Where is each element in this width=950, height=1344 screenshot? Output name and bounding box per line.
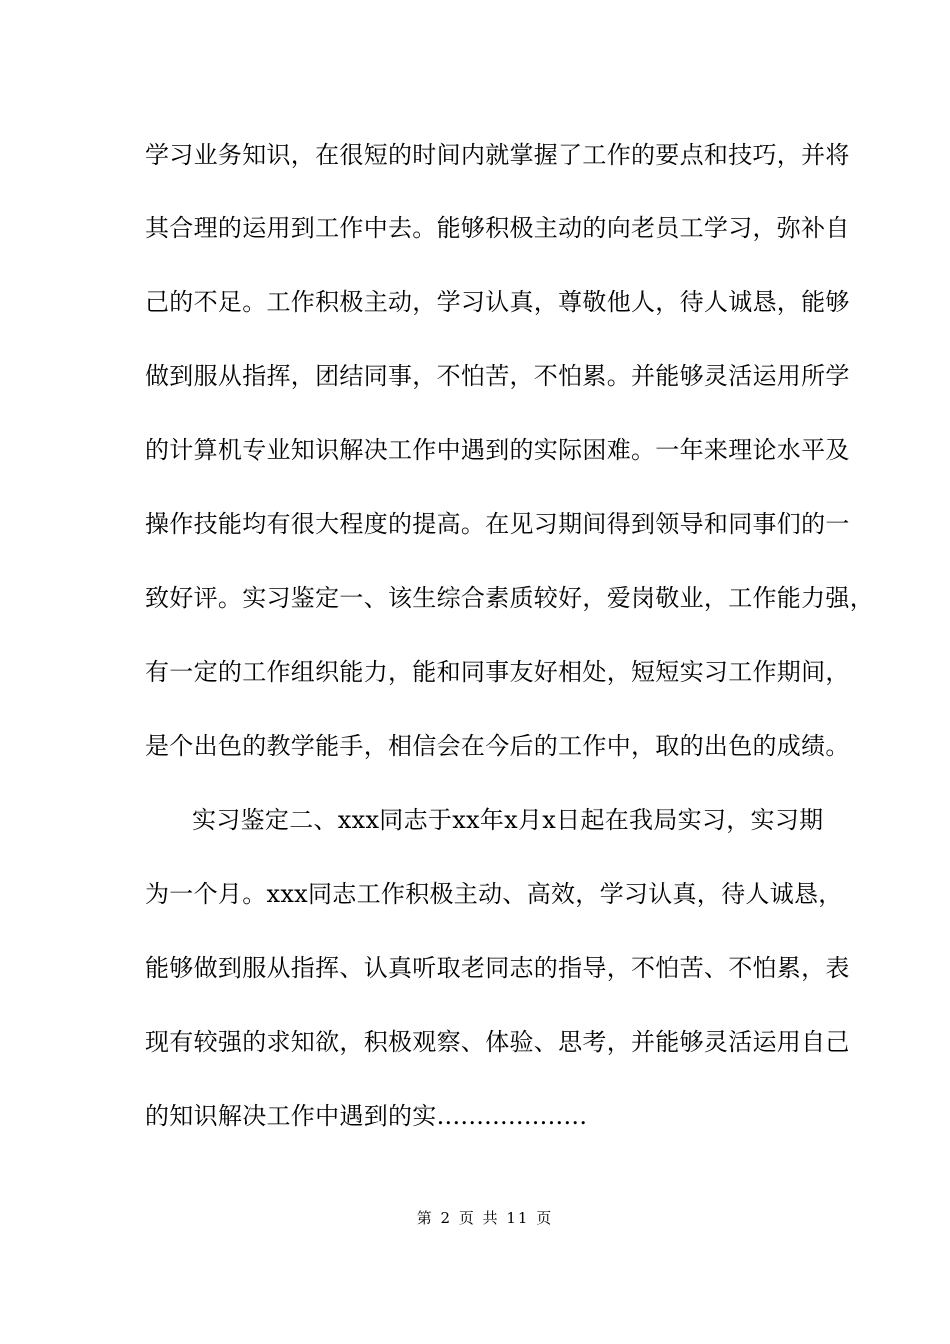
body-line-12: 能够做到服从指挥、认真听取老同志的指导，不怕苦、不怕累，表 — [145, 954, 850, 982]
body-line-14: 的知识解决工作中遇到的实................... — [145, 1102, 588, 1130]
body-line-1: 学习业务知识，在很短的时间内就掌握了工作的要点和技巧，并将 — [145, 141, 850, 169]
body-line-10: 实习鉴定二、xxx同志于xx年x月x日起在我局实习，实习期 — [192, 806, 824, 834]
body-line-13: 现有较强的求知欲，积极观察、体验、思考，并能够灵活运用自己 — [145, 1028, 850, 1056]
body-line-8: 有一定的工作组织能力，能和同事友好相处，短短实习工作期间， — [145, 658, 850, 686]
body-line-11: 为一个月。xxx同志工作积极主动、高效，学习认真，待人诚恳， — [145, 880, 843, 908]
body-line-3: 己的不足。工作积极主动，学习认真，尊敬他人，待人诚恳，能够 — [145, 288, 850, 316]
body-line-5: 的计算机专业知识解决工作中遇到的实际困难。一年来理论水平及 — [145, 436, 850, 464]
body-line-9: 是个出色的教学能手，相信会在今后的工作中，取的出色的成绩。 — [145, 732, 850, 760]
body-line-4: 做到服从指挥，团结同事，不怕苦，不怕累。并能够灵活运用所学 — [145, 362, 850, 390]
body-line-6: 操作技能均有很大程度的提高。在见习期间得到领导和同事们的一 — [145, 510, 850, 538]
page-number-footer: 第 2 页 共 11 页 — [416, 1209, 554, 1227]
body-line-2: 其合理的运用到工作中去。能够积极主动的向老员工学习，弥补自 — [145, 214, 850, 242]
body-line-7: 致好评。实习鉴定一、该生综合素质较好，爱岗敬业，工作能力强， — [145, 584, 874, 612]
